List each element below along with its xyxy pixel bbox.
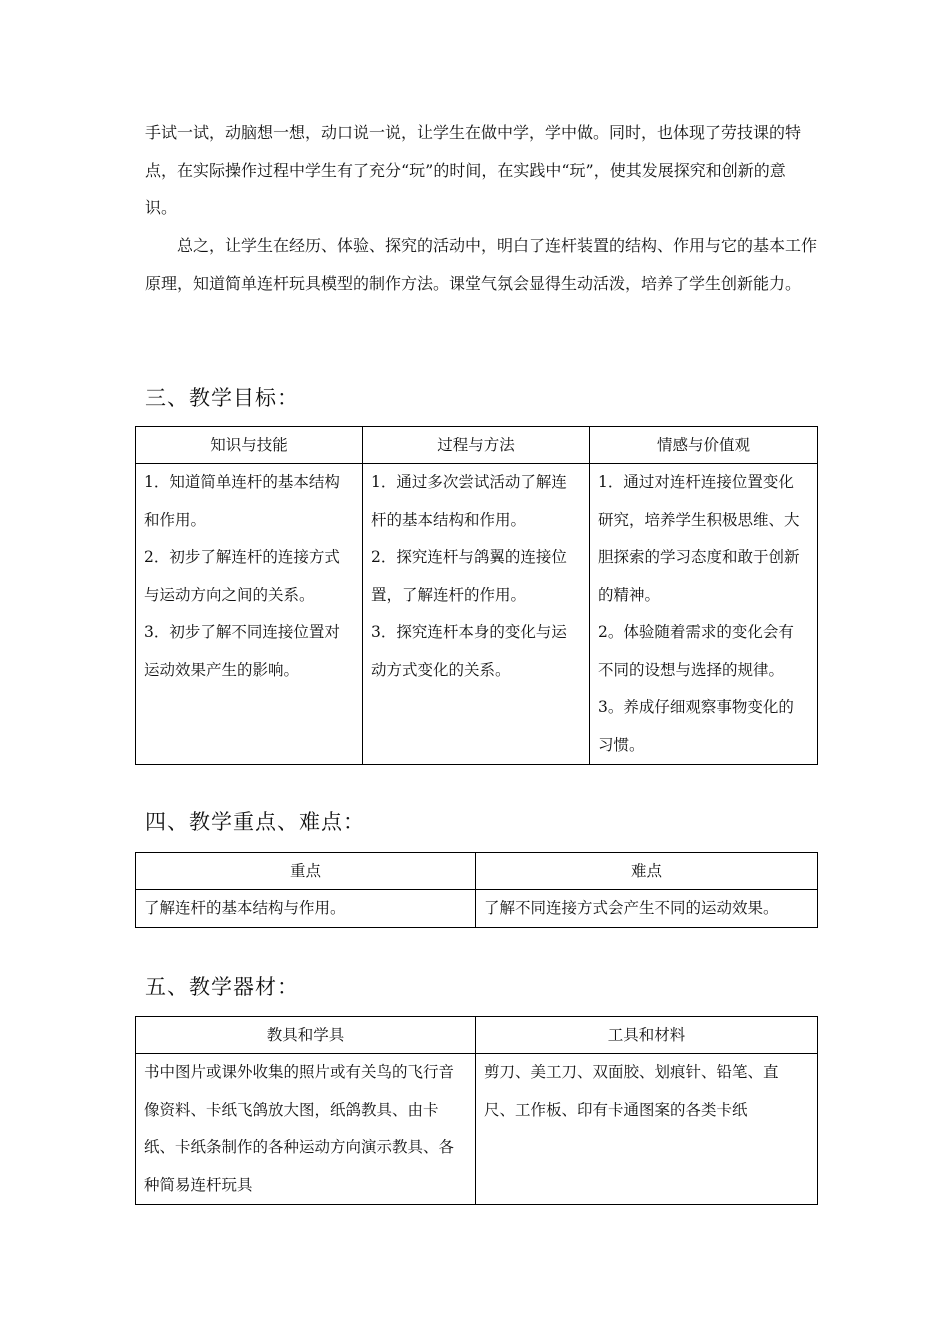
objectives-cell-process — [363, 464, 590, 765]
intro-paragraph-1: 手试一试，动脑想一想，动口说一说，让学生在做中学，学中做。同时，也体现了劳技课的特点，在实际操作过程中学生有了充分“玩”的时间，在实践中“玩”，使其发展探究和创新的意识。 — [145, 123, 802, 217]
header-knowledge-skills: 知识与技能 — [136, 427, 363, 464]
table-row — [136, 464, 818, 765]
header-emotion-values: 情感与价值观 — [590, 427, 818, 464]
list-item: 2．探究连杆与鸽翼的连接位置，了解连杆的作用。 — [371, 548, 567, 604]
key-points-table — [135, 852, 818, 928]
header-process-methods: 过程与方法 — [363, 427, 590, 464]
key-point-cell: 了解连杆的基本结构与作用。 — [136, 890, 476, 928]
list-item: 3．探究连杆本身的变化与运动方式变化的关系。 — [371, 623, 567, 679]
table-header-row — [136, 427, 818, 464]
teaching-aids-cell: 书中图片或课外收集的照片或有关鸟的飞行音像资料、卡纸飞鸽放大图，纸鸽教具、由卡纸、卡纸条制作的各种运动方向演示教具、各种简易连杆玩具 — [136, 1054, 476, 1205]
section-heading-key-points: 四、教学重点、难点： — [145, 810, 365, 834]
difficulty-cell: 了解不同连接方式会产生不同的运动效果。 — [476, 890, 818, 928]
section-heading-materials: 五、教学器材： — [145, 975, 299, 999]
section-heading-objectives: 三、教学目标： — [145, 386, 299, 410]
table-header-row — [136, 1017, 818, 1054]
objectives-cell-knowledge — [136, 464, 363, 765]
list-item: 2．初步了解连杆的连接方式与运动方向之间的关系。 — [144, 548, 340, 604]
header-difficulty: 难点 — [476, 853, 818, 890]
tools-materials-cell: 剪刀、美工刀、双面胶、划痕针、铅笔、直尺、工作板、印有卡通图案的各类卡纸 — [476, 1054, 818, 1205]
header-tools-materials: 工具和材料 — [476, 1017, 818, 1054]
objectives-table — [135, 426, 818, 765]
list-item: 3。养成仔细观察事物变化的习惯。 — [598, 698, 794, 754]
list-item: 1．通过多次尝试活动了解连杆的基本结构和作用。 — [371, 473, 567, 529]
list-item: 1．通过对连杆连接位置变化研究，培养学生积极思维、大胆探索的学习态度和敢于创新的精神。 — [598, 473, 800, 604]
list-item: 1．知道简单连杆的基本结构和作用。 — [144, 473, 340, 529]
objectives-cell-emotion — [590, 464, 818, 765]
table-header-row — [136, 853, 818, 890]
header-key-point: 重点 — [136, 853, 476, 890]
materials-table — [135, 1016, 818, 1205]
table-row — [136, 890, 818, 928]
table-row — [136, 1054, 818, 1205]
intro-paragraph-2: 总之，让学生在经历、体验、探究的活动中，明白了连杆装置的结构、作用与它的基本工作原理，知道简单连杆玩具模型的制作方法。课堂气氛会显得生动活泼，培养了学生创新能力。 — [145, 236, 818, 293]
list-item: 2。体验随着需求的变化会有不同的设想与选择的规律。 — [598, 623, 794, 679]
list-item: 3．初步了解不同连接位置对运动效果产生的影响。 — [144, 623, 340, 679]
header-teaching-aids: 教具和学具 — [136, 1017, 476, 1054]
